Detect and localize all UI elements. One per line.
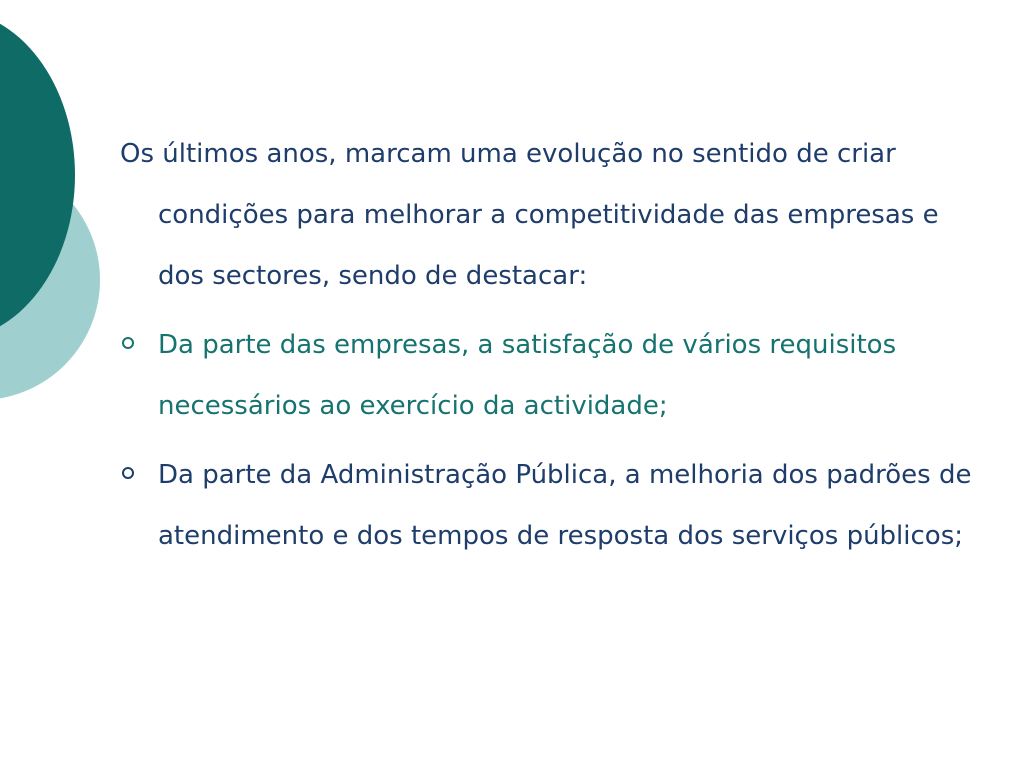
bullet-circle-icon	[122, 337, 134, 349]
bullet-item-1	[120, 315, 980, 437]
bullet-text: Da parte da Administração Pública, a melhoria dos padrões de atendimento e dos tempos de resposta dos serviços públicos;	[158, 460, 972, 551]
intro-paragraph: Os últimos anos, marcam uma evolução no sentido de criar condições para melhorar a competitividade das empresas e dos sectores, sendo de destacar:	[120, 139, 939, 291]
slide-body	[120, 124, 980, 575]
bullet-text: Da parte das empresas, a satisfação de vários requisitos necessários ao exercício da actividade;	[158, 330, 897, 421]
bullet-item-2	[120, 445, 980, 567]
bullet-circle-icon	[122, 467, 134, 479]
